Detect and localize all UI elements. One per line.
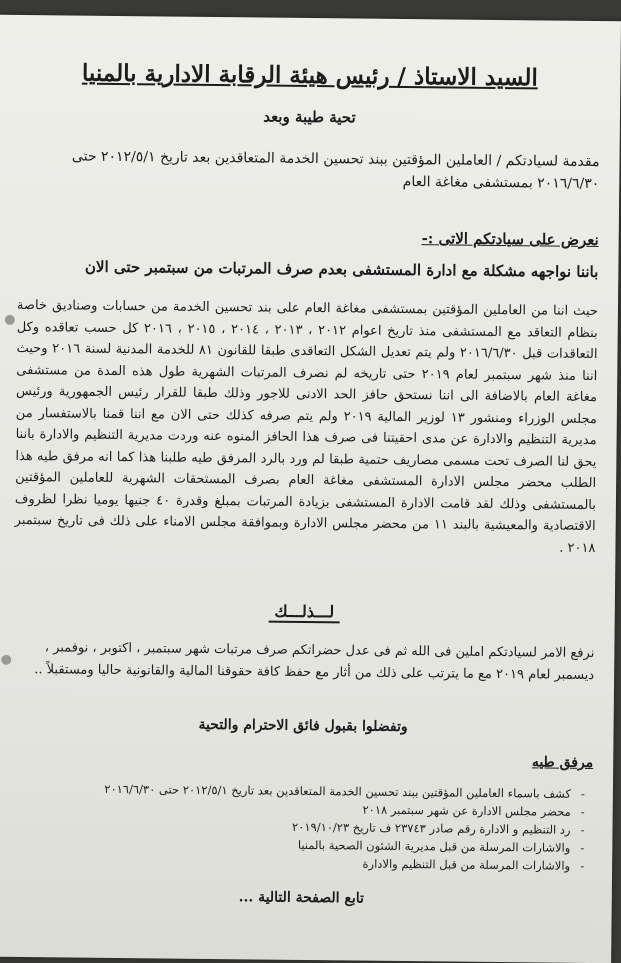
attachments-heading: مرفق طيه [531,754,594,772]
letter-addressee-title: السيد الاستاذ / رئيس هيئة الرقابة الادارية بالمنيا [81,59,538,92]
list-item: - والاشارات المرسلة من قبل التنظيم والادارة [11,851,570,875]
continuation-note: تابع الصفحة التالية ... [238,889,365,907]
separator-heading [14,599,595,626]
closing-line: وتفضلوا بقبول فائق الاحترام والتحية [198,716,408,736]
body-paragraph: حيث اننا من العاملين المؤقتين بمستشفى مغاغة العام على بند تحسين الخدمة من حسابات وصناديق خاصة بنظام التعاقد مع المستشفى منذ تاريخ اعوام ٢٠١٢ ، ٢٠١٣ ، ٢٠١٤ ، ٢٠١٥ ، ٢٠١٦ كل حسب تعاقده وكل التعاقدات قبل ٢٠١٦/٦/٣٠ ولم يتم تعديل الشكل التعاقدى طبقا للقانون ٨١ للخدمة المدنية لسنة ٢٠١٦ وحيث اننا منذ شهر سبتمبر لعام ٢٠١٩ حتى تاريخه لم نصرف المرتبات الشهرية طول هذه المدة من مستشفى مغاغة العام بالاضافة الى اننا نستحق حافز الحد الادنى للاجور وذلك طبقا للقرار رئيس الجمهورية ورئيس مجلس الوزراء ومنشور ١٣ لوزير المالية ٢٠١٩ ولم يتم صرفه كذلك حتى الان مع اننا قمنا بالاستفسار من مديرية التنظيم والادارة عن مدى احقيتنا فى صرف هذا الحافز المنوه عنه وردت مديرية التنظيم والادارة باننا يحق لنا الصرف تحت مسمى مصاريف حتمية طبقا لم ورد بالرد المرفق طيه طلبنا هذا كما انه مرفق طيه هذا الطلب محضر مجلس الادارة المستشفى مغاغة العام بصرف المستحقات الشهرية للعاملين المؤقتين بالمستشفى وذلك لقد قامت الادارة المستشفى بزيادة المرتبات بمبلغ وقدرة ٤٠ جنيها يوميا نظرا لظروف الاقتصادية والمعيشية بالبند ١١ من محضر مجلس الادارة وبموافقة مجلس الامناء على ذلك فى تاريخ سبتمبر ٢٠١٨ . [14,297,599,556]
list-item: - رد التنظيم و الادارة رقم صادر ٢٣٧٤٣ ف تاريخ ٢٠١٩/١٠/٢٣ [11,815,570,839]
document-page [0,15,621,963]
list-item: - كشف باسماء العاملين المؤقتين ببند تحسين الخدمة المتعاقدين بعد تاريخ ٢٠١٢/٥/١ حتى ٢٠١٦/٦/٣٠ [12,779,571,803]
intro-paragraph: مقدمة لسيادتكم / العاملين المؤقتين ببند تحسين الخدمة المتعاقدين بعد تاريخ ٢٠١٢/٥/١ حتى ٢٠١٦/٦/٣٠ بمستشفى مغاغة العام [71,148,600,193]
body-text [14,295,598,559]
separator-label: لـــذلـــك [268,602,340,624]
attachments-list [11,779,593,875]
request-paragraph: نرفع الامر لسيادتكم املين فى الله ثم فى عدل حضراتكم صرف مرتبات شهر سبتمبر ، اكتوبر ، نوفمبر ، ديسمبر لعام ٢٠١٩ مع ما يترتب على ذلك من أثار مع حفظ كافة حقوقنا المالية والقانونية حاليا ومستقبلاً .. [34,640,595,684]
lead-sentence: باننا نواجهه مشكلة مع ادارة المستشفى بعدم صرف المرتبات من سبتمبر حتى الان [84,257,599,282]
greeting: تحية طيبة وبعد [263,107,356,127]
binder-hole [5,315,15,325]
list-item: - والاشارات المرسلة من قبل مديرية الشئون الصحية بالمنيا [11,833,570,857]
section-heading: نعرض على سيادتكم الاتى :- [421,229,599,250]
binder-hole [1,655,11,665]
list-item: - محضر مجلس الادارة عن شهر سبتمبر ٢٠١٨ [12,797,571,821]
